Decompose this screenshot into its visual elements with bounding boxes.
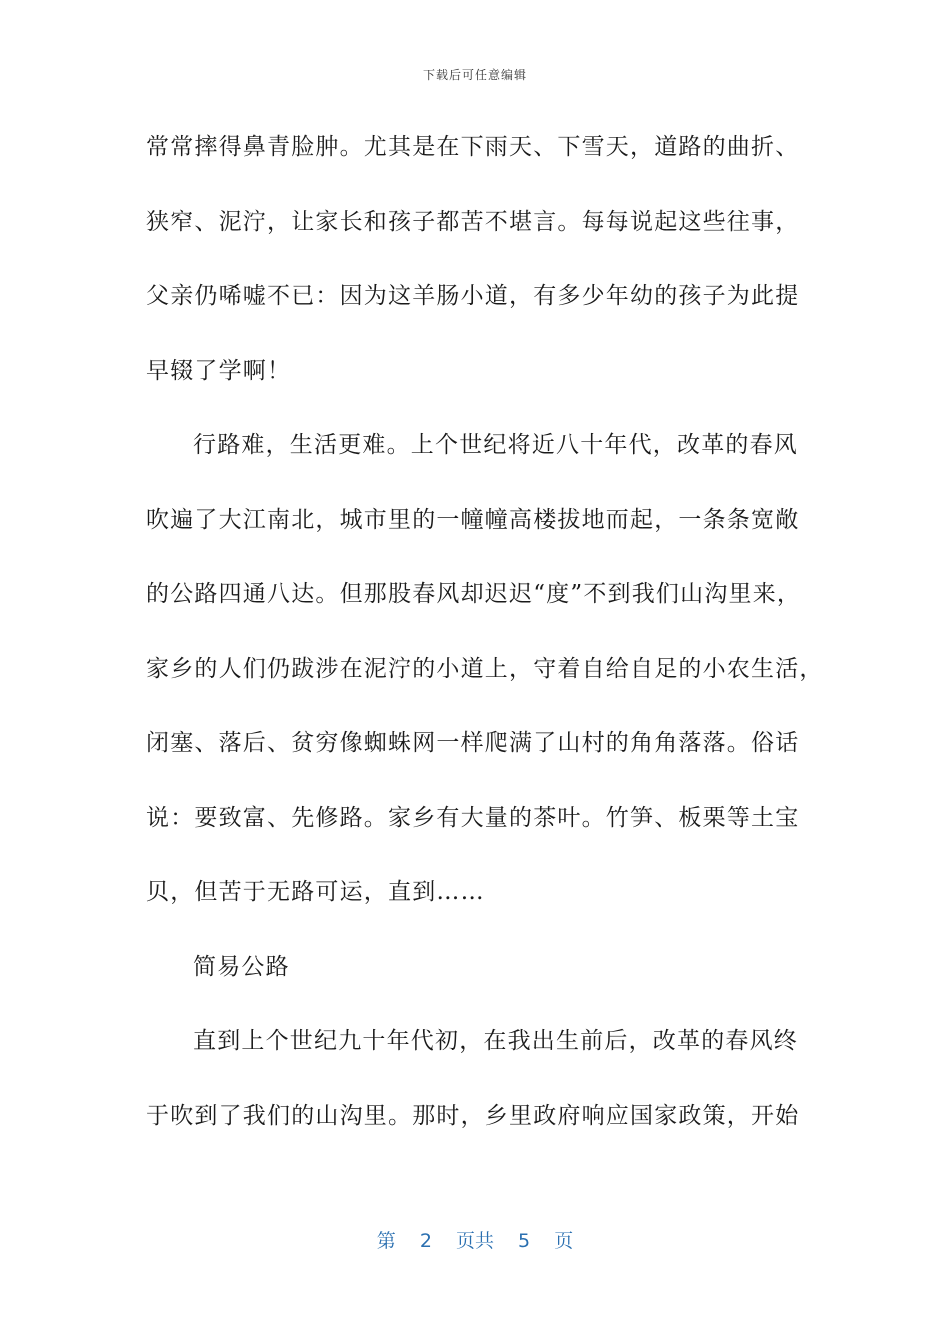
footer-prefix: 第 bbox=[376, 1230, 396, 1252]
section-heading: 简易公路 bbox=[193, 953, 290, 980]
footer-suffix: 页 bbox=[554, 1230, 574, 1252]
text-line: 家乡的人们仍跋涉在泥泞的小道上，守着自给自足的小农生活， bbox=[146, 655, 824, 682]
text-line: 吹遍了大江南北，城市里的一幢幢高楼拔地而起，一条条宽敞 bbox=[146, 506, 800, 533]
text-line: 的公路四通八达。但那股春风却迟迟“度”不到我们山沟里来， bbox=[146, 581, 802, 607]
document-body bbox=[146, 122, 824, 1165]
page-footer bbox=[0, 1226, 950, 1253]
text-line: 狭窄、泥泞，让家长和孩子都苦不堪言。每每说起这些往事， bbox=[146, 208, 800, 235]
text-line: 于吹到了我们的山沟里。那时，乡里政府响应国家政策，开始 bbox=[146, 1102, 800, 1129]
text-line: 行路难，生活更难。上个世纪将近八十年代，改革的春风 bbox=[193, 432, 798, 458]
current-page-number: 2 bbox=[419, 1230, 432, 1252]
text-line: 常常摔得鼻青脸肿。尤其是在下雨天、下雪天，道路的曲折、 bbox=[146, 134, 800, 160]
text-line: 闭塞、落后、贫穷像蜘蛛网一样爬满了山村的角角落落。俗话 bbox=[146, 730, 800, 756]
page-header: 下载后可任意编辑 bbox=[422, 68, 527, 82]
text-line: 早辍了学啊！ bbox=[146, 357, 292, 384]
text-line: 说：要致富、先修路。家乡有大量的茶叶。竹笋、板栗等土宝 bbox=[146, 804, 800, 831]
footer-middle: 页共 bbox=[455, 1230, 494, 1252]
text-line: 贝，但苦于无路可运，直到…… bbox=[146, 879, 485, 905]
total-pages-number: 5 bbox=[518, 1230, 531, 1252]
text-line: 父亲仍唏嘘不已：因为这羊肠小道，有多少年幼的孩子为此提 bbox=[146, 283, 800, 309]
text-line: 直到上个世纪九十年代初，在我出生前后，改革的春风终 bbox=[193, 1028, 798, 1054]
